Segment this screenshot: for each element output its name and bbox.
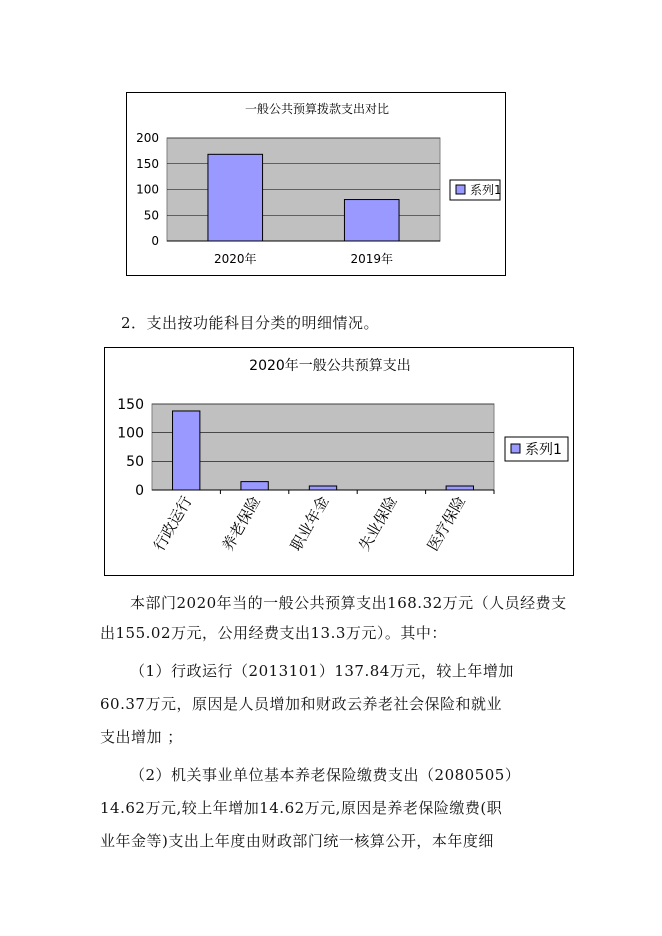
x-category-label: 医疗保险 (423, 493, 470, 554)
section-heading: 2．支出按功能科目分类的明细情况。 (121, 314, 380, 332)
x-category-label: 失业保险 (355, 493, 401, 554)
y-tick-label: 150 (136, 156, 159, 171)
y-tick-label: 200 (136, 131, 159, 146)
item1-line2: 60.37万元，原因是人员增加和财政云养老社会保险和就业 (100, 695, 502, 713)
chart-budget-comparison (126, 92, 506, 276)
item2-line3: 业年金等)支出上年度由财政部门统一核算公开，本年度细 (100, 832, 494, 850)
plot-area (152, 404, 494, 490)
bar (173, 411, 200, 490)
legend-swatch (456, 185, 465, 194)
chart1-svg (127, 93, 505, 275)
bar (344, 200, 399, 241)
y-tick-label: 100 (117, 425, 144, 442)
paragraph-summary: 本部门2020年当的一般公共预算支出168.32万元（人员经费支出155.02万元，公用经费支出13.3万元）。其中： (100, 594, 567, 642)
y-tick-label: 100 (136, 182, 159, 197)
item1-line1: （1）行政运行（2013101）137.84万元，较上年增加 (130, 662, 514, 680)
y-tick-label: 50 (126, 454, 144, 471)
bar (208, 154, 263, 241)
x-category-label: 职业年金 (286, 493, 333, 554)
chart-2020-expenditure (104, 347, 574, 576)
y-tick-label: 0 (151, 234, 159, 249)
legend-label: 系列1 (470, 183, 502, 198)
x-category-label: 2019年 (350, 252, 394, 266)
legend-swatch (511, 444, 520, 453)
x-category-label: 养老保险 (218, 493, 265, 554)
bar (446, 486, 473, 490)
bar (241, 482, 268, 490)
legend-label: 系列1 (525, 441, 562, 458)
bar (309, 486, 336, 490)
x-category-label: 行政运行 (150, 493, 196, 554)
chart-title: 一般公共预算拨款支出对比 (244, 102, 390, 116)
item1-line3: 支出增加 ； (100, 728, 183, 746)
item2-line1: （2）机关事业单位基本养老保险缴费支出（2080505） (130, 766, 521, 784)
y-tick-label: 150 (117, 396, 144, 413)
chart-title: 2020年一般公共预算支出 (249, 358, 411, 374)
x-category-label: 2020年 (213, 252, 257, 266)
chart2-svg (105, 348, 573, 575)
item2-line2: 14.62万元,较上年增加14.62万元,原因是养老保险缴费(职 (100, 799, 503, 817)
y-tick-label: 0 (135, 482, 144, 499)
y-tick-label: 50 (143, 208, 159, 223)
